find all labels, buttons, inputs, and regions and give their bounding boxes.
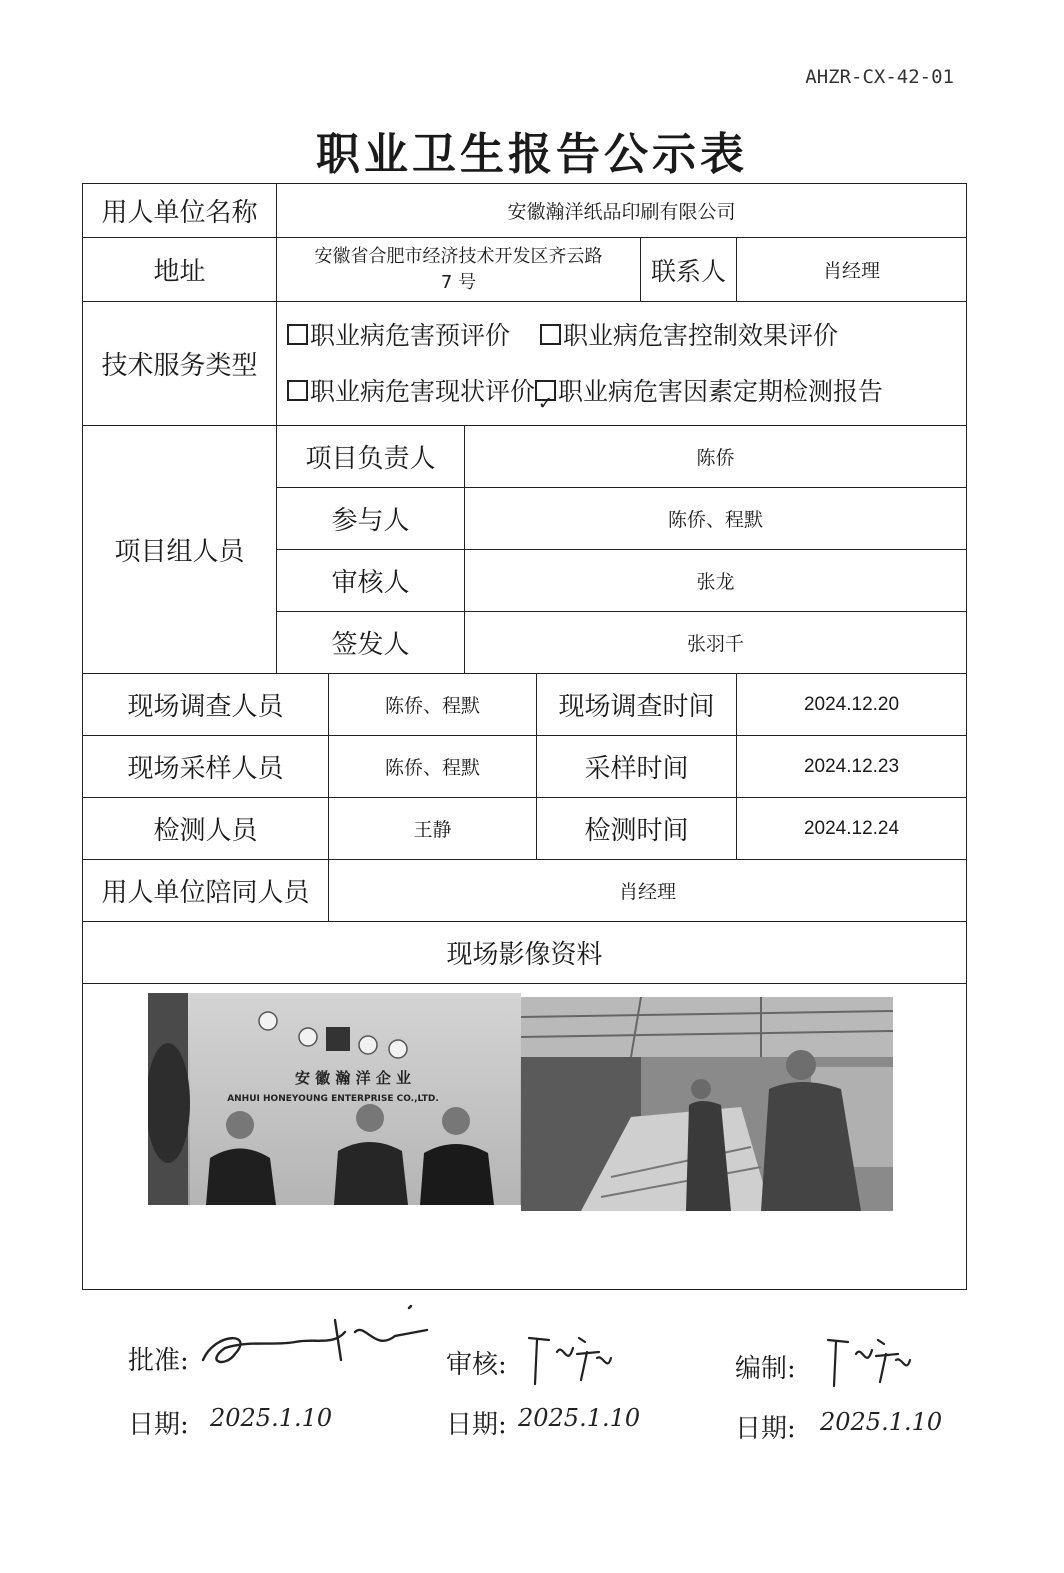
service-options [277, 302, 967, 426]
team-name: 陈侨 [465, 426, 967, 488]
field-label: 现场采样人员 [83, 736, 329, 798]
team-row [83, 426, 967, 488]
review-signature [515, 1328, 625, 1390]
page-title: 职业卫生报告公示表 [316, 129, 748, 180]
field-time-label: 采样时间 [537, 736, 737, 798]
field-time-label: 现场调查时间 [537, 674, 737, 736]
images-heading: 现场影像资料 [83, 922, 967, 984]
team-name: 张羽千 [465, 612, 967, 674]
approve-signature [195, 1302, 435, 1382]
escort-label: 用人单位陪同人员 [83, 860, 329, 922]
contact-label: 联系人 [641, 238, 737, 302]
checkbox-periodic-detection[interactable] [535, 380, 556, 401]
option-control-effect: 职业病危害控制效果评价 [563, 320, 839, 350]
review-date [518, 1396, 658, 1436]
logo-icon [326, 1027, 350, 1051]
team-role: 项目负责人 [277, 426, 465, 488]
workshop-photo [521, 997, 893, 1211]
signoff-area [0, 1330, 1064, 1450]
service-row [83, 302, 967, 426]
field-label: 现场调查人员 [83, 674, 329, 736]
approve-date-label: 日期: [128, 1410, 189, 1440]
employer-value: 安徽瀚洋纸品印刷有限公司 [277, 184, 967, 238]
compile-label: 编制: [735, 1354, 796, 1384]
field-time-label: 检测时间 [537, 798, 737, 860]
option-status-assessment: 职业病危害现状评价 [310, 376, 536, 406]
team-role: 签发人 [277, 612, 465, 674]
field-time: 2024.12.24 [737, 798, 967, 860]
compile-date [820, 1400, 960, 1440]
field-row [83, 736, 967, 798]
svg-text:2025.1.10: 2025.1.10 [210, 1404, 333, 1432]
compile-signature [818, 1330, 928, 1392]
service-label: 技术服务类型 [83, 302, 277, 426]
sign-text-cn: 安 徽 瀚 洋 企 业 [294, 1069, 412, 1087]
escort-row [83, 860, 967, 922]
field-time: 2024.12.20 [737, 674, 967, 736]
checkbox-status-assessment[interactable] [287, 380, 308, 401]
field-people: 陈侨、程默 [329, 674, 537, 736]
address-line-2: 7 号 [440, 271, 477, 293]
address-row [83, 238, 967, 302]
address-label: 地址 [83, 238, 277, 302]
field-time: 2024.12.23 [737, 736, 967, 798]
review-date-label: 日期: [446, 1410, 507, 1440]
field-people: 王静 [329, 798, 537, 860]
team-label: 项目组人员 [83, 426, 277, 674]
compile-date-label: 日期: [735, 1414, 796, 1444]
svg-text:2025.1.10: 2025.1.10 [518, 1404, 641, 1432]
field-label: 检测人员 [83, 798, 329, 860]
lobby-photo [148, 993, 521, 1205]
checkbox-pre-assessment[interactable] [287, 324, 308, 345]
employer-row [83, 184, 967, 238]
checkbox-control-effect[interactable] [540, 324, 561, 345]
escort-value: 肖经理 [329, 860, 967, 922]
review-label: 审核: [446, 1350, 507, 1380]
plant-icon [148, 1043, 190, 1163]
team-name: 张龙 [465, 550, 967, 612]
option-periodic-detection: 职业病危害因素定期检测报告 [558, 376, 884, 406]
field-row [83, 798, 967, 860]
address-line-1: 安徽省合肥市经济技术开发区齐云路 [314, 245, 603, 267]
field-people: 陈侨、程默 [329, 736, 537, 798]
ceiling [521, 997, 893, 1057]
address-value [277, 238, 641, 302]
document-code: AHZR-CX-42-01 [805, 66, 954, 88]
team-role: 审核人 [277, 550, 465, 612]
images-heading-row [83, 922, 967, 984]
approve-label: 批准: [128, 1346, 189, 1376]
team-role: 参与人 [277, 488, 465, 550]
svg-text:2025.1.10: 2025.1.10 [820, 1408, 943, 1436]
team-name: 陈侨、程默 [465, 488, 967, 550]
employer-label: 用人单位名称 [83, 184, 277, 238]
field-row [83, 674, 967, 736]
sign-text-en: ANHUI HONEYOUNG ENTERPRISE CO.,LTD. [227, 1094, 439, 1104]
contact-value: 肖经理 [737, 238, 967, 302]
approve-date [210, 1396, 340, 1436]
option-pre-assessment: 职业病危害预评价 [310, 320, 511, 350]
